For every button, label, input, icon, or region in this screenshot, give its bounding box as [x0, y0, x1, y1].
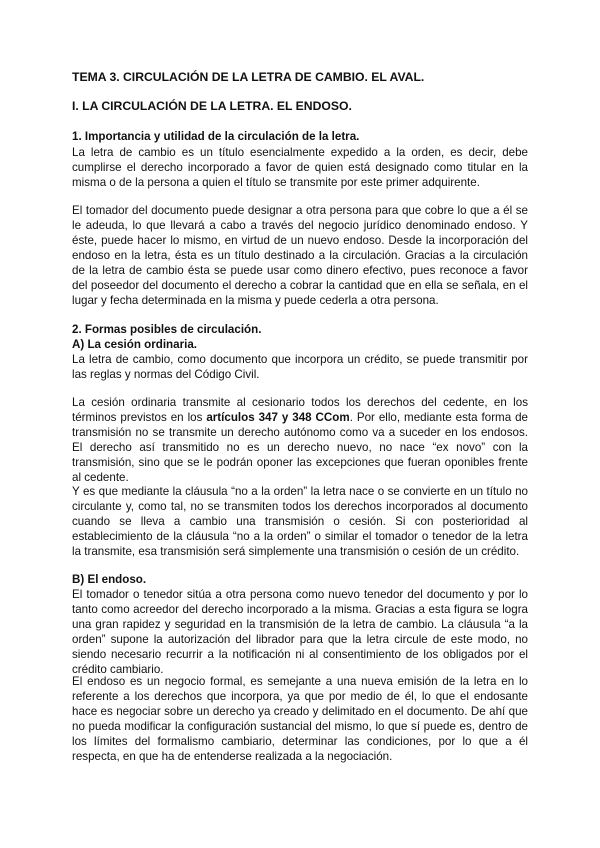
articles-reference: artículos 347 y 348 CCom: [206, 411, 350, 424]
paragraph-cesion-1: La letra de cambio, como documento que incorpora un crédito, se puede transmitir por las reglas y normas del Código Civil.: [72, 353, 528, 381]
subheading-cesion-ordinaria: A) La cesión ordinaria.: [72, 338, 197, 351]
subheading-importancia: 1. Importancia y utilidad de la circulación de la letra.: [72, 130, 360, 143]
paragraph-endoso-2: El endoso es un negocio formal, es semejante a una nueva emisión de la letra en lo referente a los derechos que incorpora, ya que por medio de él, lo que el endosante hace es negociar sobre un derecho ya creado y delimitado en el documento. De ahí que no pueda modificar la configuración sustancial del mismo, lo que sí puede es, dentro de los límites del formalismo cambiario, determinar las condiciones, por lo que a él respecta, en que ha de entenderse realizada a la negociación.: [72, 675, 528, 763]
paragraph-cesion-2: [72, 395, 528, 485]
section-heading-circulacion: I. LA CIRCULACIÓN DE LA LETRA. EL ENDOSO.: [72, 99, 352, 113]
paragraph-cesion-2-start: La cesión ordinaria transmite al cesionario todos los derechos del cedente, en los términos previstos en los: [72, 396, 528, 424]
paragraph-importancia-1: La letra de cambio es un título esencialmente expedido a la orden, es decir, debe cumplirse el derecho incorporado a favor de quien está designado como titular en la misma o de la persona a quien el título se transmite por este primer adquirente.: [72, 146, 528, 189]
paragraph-endoso-1: El tomador o tenedor sitúa a otra persona como nuevo tenedor del documento y por lo tanto como acreedor del derecho incorporado a la misma. Gracias a esta figura se logra una gran rapidez y seguridad en la transmisión de la letra de cambio. La cláusula “a la orden” supone la autorización del librador para que la letra circule de este modo, no siendo necesario recurrir a la notificación ni al consentimiento de los obligados por el crédito cambiario.: [72, 588, 528, 676]
paragraph-importancia-2: El tomador del documento puede designar a otra persona para que cobre lo que a él se le adeuda, lo que llevará a cabo a través del negocio jurídico denominado endoso. Y éste, puede hacer lo mismo, en virtud de un nuevo endoso. Desde la incorporación del endoso en la letra, ésta es un título destinado a la circulación. Gracias a la circulación de la letra de cambio ésta se puede usar como dinero efectivo, pues reconoce a favor del poseedor del documento el derecho a cobrar la cantidad que en ella se señala, en el lugar y fecha determinada en la misma y puede cederla a otra persona.: [72, 204, 528, 307]
paragraph-cesion-2-end: . Por ello, mediante esta forma de transmisión no se transmite un derecho autónomo como va a suceder en los endosos. El derecho así transmitido no es un derecho nuevo, no nace “ex novo” con la transmisión, sino que se le podrán oponer las excepciones que fueran oponibles frente al cedente.: [72, 411, 528, 484]
paragraph-cesion-3: Y es que mediante la cláusula “no a la orden” la letra nace o se convierte en un título no circulante y, como tal, no se transmiten todos los derechos incorporados al documento cuando se lleva a cambio una transmisión o cesión. Si con posterioridad al establecimiento de la cláusula “no a la orden” o similar el tomador o tenedor de la letra la transmite, esa transmisión será simplemente una transmisión o cesión de un crédito.: [72, 485, 528, 558]
subheading-endoso: B) El endoso.: [72, 573, 147, 586]
subheading-formas: 2. Formas posibles de circulación.: [72, 323, 262, 336]
document-title: TEMA 3. CIRCULACIÓN DE LA LETRA DE CAMBIO. EL AVAL.: [72, 70, 425, 84]
